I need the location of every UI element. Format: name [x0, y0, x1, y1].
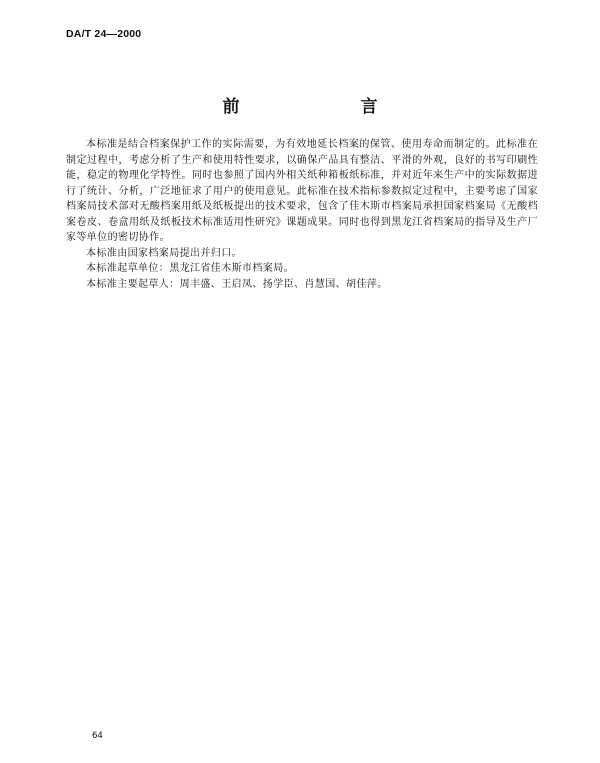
standard-code: DA/T 24—2000 — [66, 28, 142, 40]
paragraph-drafting-unit: 本标准起草单位：黑龙江省佳木斯市档案局。 — [86, 263, 294, 274]
paragraph-drafters: 本标准主要起草人：周丰盛、王启凤、扬学臣、肖慧国、胡佳萍。 — [86, 278, 388, 290]
paragraph-intro: 本标准是结合档案保护工作的实际需要，为有效地延长档案的保管、使用寿命而制定的。此标准在制定过程中，考虑分析了生产和使用特性要求，以确保产品具有整洁、平滑的外观，良好的书写印刷性能，稳定的物理化学特性。同时也参照了国内外相关纸种箱板纸标准，并对近年来生产中的实际数据进行了统计、分析，广泛地征求了用户的使用意见。此标准在技术指标参数拟定过程中，主要考虑了国家档案局技术部对无酸档案用纸及纸板提出的技术要求，包含了佳木斯市档案局承担国家档案局《无酸档案卷皮、卷盒用纸及纸板技术标准适用性研究》课题成果。同时也得到黑龙江省档案局的指导及生产厂家等单位的密切协作。 — [66, 139, 538, 243]
paragraph-proposer: 本标准由国家档案局提出并归口。 — [86, 247, 242, 259]
foreword-body — [66, 137, 538, 292]
page-title: 前 言 — [222, 97, 430, 117]
page-number: 64 — [92, 731, 103, 741]
